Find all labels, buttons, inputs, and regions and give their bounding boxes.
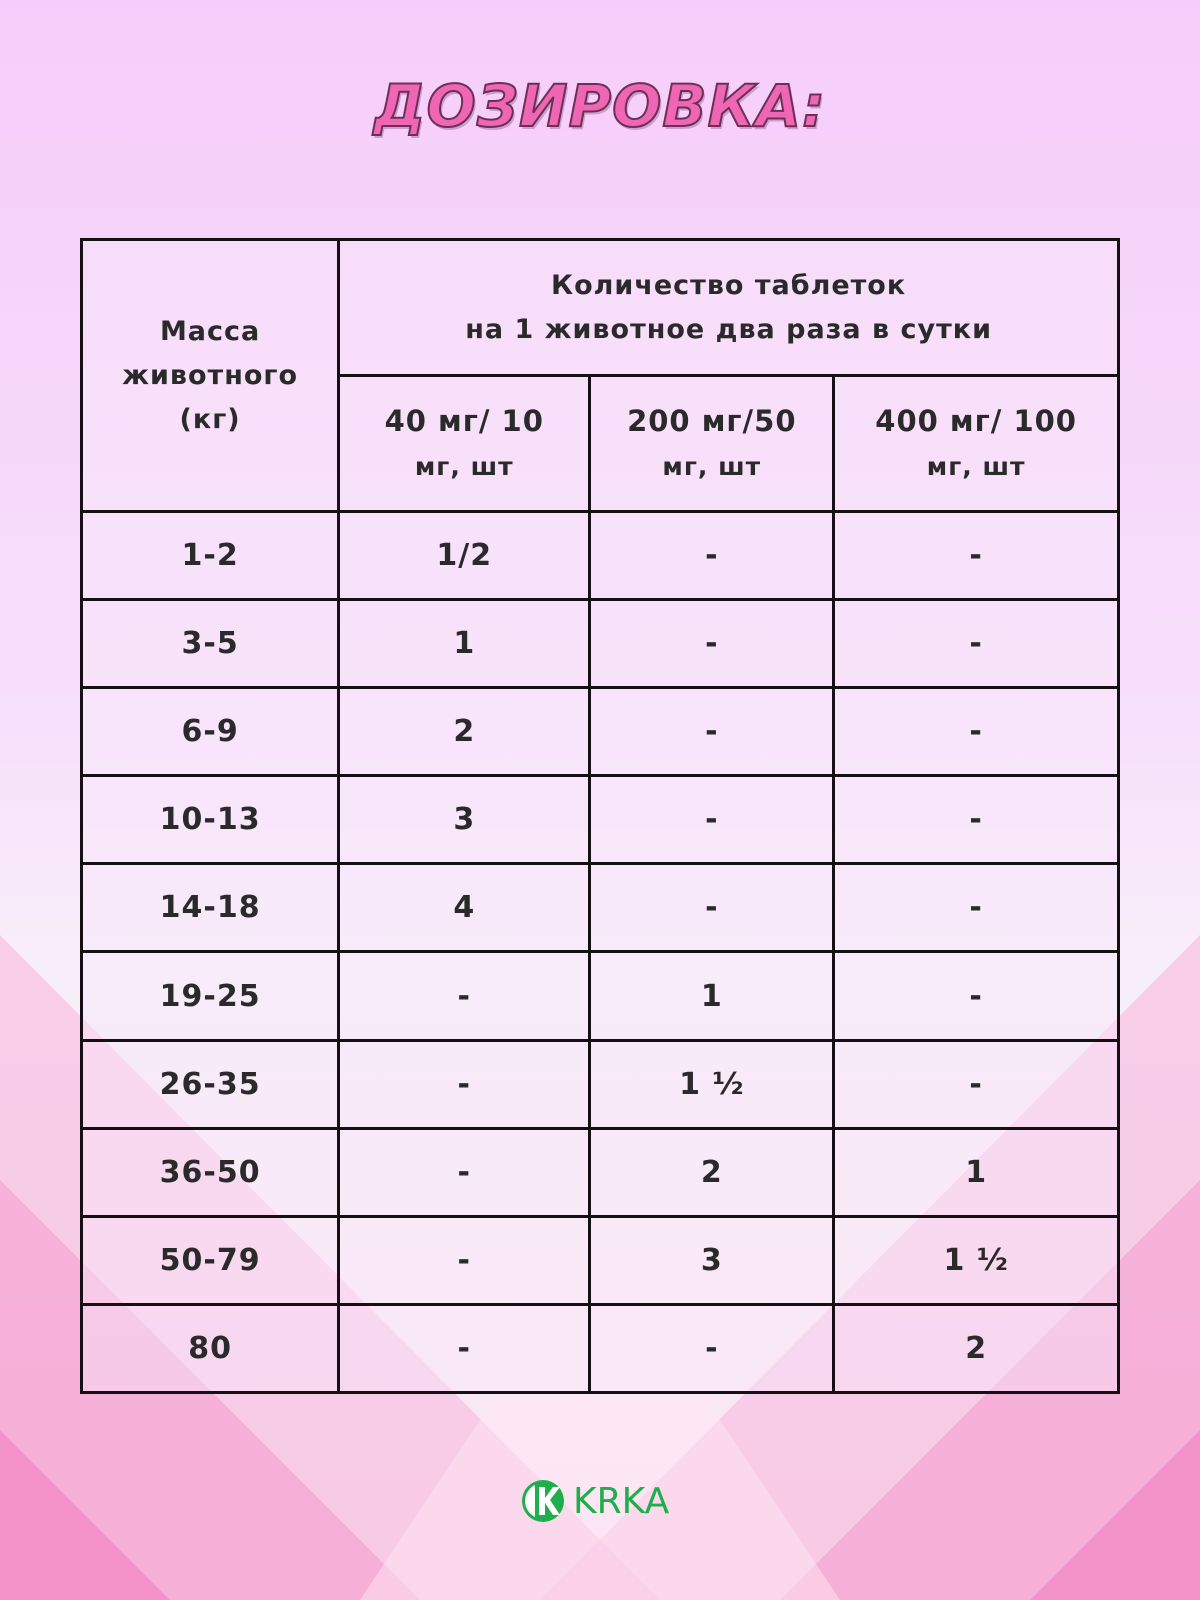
dose-200mg-cell: - bbox=[590, 864, 834, 952]
dose-40mg-line: мг, шт bbox=[414, 451, 514, 481]
mass-cell: 10-13 bbox=[82, 776, 339, 864]
dose-200mg-header bbox=[590, 376, 834, 512]
dose-200mg-cell: 2 bbox=[590, 1128, 834, 1216]
mass-cell: 50-79 bbox=[82, 1216, 339, 1304]
mass-header-line: (кг) bbox=[179, 403, 241, 435]
table-row bbox=[82, 952, 1119, 1040]
dose-400mg-cell: 2 bbox=[834, 1304, 1119, 1392]
mass-cell: 19-25 bbox=[82, 952, 339, 1040]
dose-40mg-cell: 4 bbox=[339, 864, 590, 952]
page-title: ДОЗИРОВКА: bbox=[373, 72, 827, 140]
dose-200mg-cell: 3 bbox=[590, 1216, 834, 1304]
dose-400mg-line: 400 мг/ 100 bbox=[875, 403, 1077, 438]
table-row bbox=[82, 1304, 1119, 1392]
dose-400mg-cell: - bbox=[834, 864, 1119, 952]
tablet-count-header-line: Количество таблеток bbox=[551, 269, 907, 301]
mass-cell: 14-18 bbox=[82, 864, 339, 952]
dose-200mg-cell: - bbox=[590, 512, 834, 600]
dose-200mg-cell: - bbox=[590, 688, 834, 776]
dose-400mg-cell: - bbox=[834, 952, 1119, 1040]
table-row bbox=[82, 688, 1119, 776]
dose-400mg-cell: - bbox=[834, 776, 1119, 864]
mass-cell: 1-2 bbox=[82, 512, 339, 600]
table-header-row bbox=[82, 240, 1119, 376]
dose-40mg-cell: 1/2 bbox=[339, 512, 590, 600]
dose-40mg-cell: - bbox=[339, 1216, 590, 1304]
dose-200mg-cell: - bbox=[590, 1304, 834, 1392]
mass-cell: 6-9 bbox=[82, 688, 339, 776]
table-row bbox=[82, 864, 1119, 952]
dose-40mg-header bbox=[339, 376, 590, 512]
dose-400mg-cell: 1 ½ bbox=[834, 1216, 1119, 1304]
dose-40mg-cell: 1 bbox=[339, 600, 590, 688]
dose-400mg-cell: - bbox=[834, 512, 1119, 600]
dose-200mg-line: мг, шт bbox=[662, 451, 762, 481]
mass-cell: 26-35 bbox=[82, 1040, 339, 1128]
tablet-count-header-line: на 1 животное два раза в сутки bbox=[465, 313, 992, 345]
dose-400mg-header bbox=[834, 376, 1119, 512]
krka-logo-text: KRKA bbox=[573, 1480, 670, 1522]
dose-400mg-cell: - bbox=[834, 688, 1119, 776]
dose-40mg-cell: - bbox=[339, 1128, 590, 1216]
dose-400mg-cell: 1 bbox=[834, 1128, 1119, 1216]
dose-40mg-cell: - bbox=[339, 1040, 590, 1128]
table-row bbox=[82, 1040, 1119, 1128]
dosage-table bbox=[80, 238, 1120, 1394]
dose-40mg-cell: - bbox=[339, 952, 590, 1040]
table-row bbox=[82, 600, 1119, 688]
dose-40mg-cell: 2 bbox=[339, 688, 590, 776]
dose-400mg-line: мг, шт bbox=[926, 451, 1026, 481]
mass-header-line: животного bbox=[122, 359, 299, 391]
mass-cell: 3-5 bbox=[82, 600, 339, 688]
dose-200mg-line: 200 мг/50 bbox=[627, 403, 797, 438]
table-row bbox=[82, 1216, 1119, 1304]
dose-200mg-cell: 1 bbox=[590, 952, 834, 1040]
dose-40mg-cell: 3 bbox=[339, 776, 590, 864]
dose-40mg-cell: - bbox=[339, 1304, 590, 1392]
tablet-count-header bbox=[339, 240, 1119, 376]
dose-40mg-line: 40 мг/ 10 bbox=[384, 403, 544, 438]
mass-cell: 36-50 bbox=[82, 1128, 339, 1216]
table-row bbox=[82, 512, 1119, 600]
krka-logo-icon bbox=[521, 1479, 565, 1523]
mass-header bbox=[82, 240, 339, 512]
table-row bbox=[82, 776, 1119, 864]
table-row bbox=[82, 1128, 1119, 1216]
mass-header-line: Масса bbox=[159, 315, 261, 347]
dose-200mg-cell: 1 ½ bbox=[590, 1040, 834, 1128]
mass-cell: 80 bbox=[82, 1304, 339, 1392]
krka-logo bbox=[521, 1476, 669, 1526]
dose-200mg-cell: - bbox=[590, 600, 834, 688]
dose-400mg-cell: - bbox=[834, 600, 1119, 688]
dose-200mg-cell: - bbox=[590, 776, 834, 864]
dose-400mg-cell: - bbox=[834, 1040, 1119, 1128]
